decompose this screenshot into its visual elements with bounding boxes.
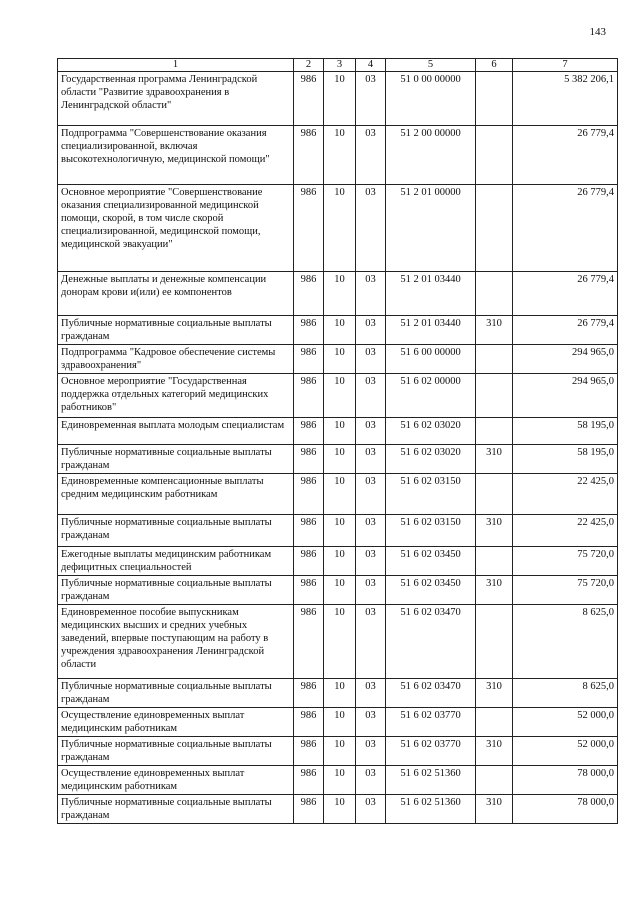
table-row (58, 547, 618, 576)
row-col-3: 10 (324, 576, 356, 605)
row-col-2: 986 (294, 766, 324, 795)
row-col-2: 986 (294, 605, 324, 679)
row-col-5: 51 6 02 03470 (386, 679, 476, 708)
header-col-6: 6 (476, 59, 513, 72)
row-col-5: 51 6 02 03150 (386, 474, 476, 515)
row-name: Публичные нормативные социальные выплаты гражданам (58, 576, 294, 605)
row-name: Государственная программа Ленинградской области "Развитие здравоохранения в Ленинградской области" (58, 72, 294, 126)
row-col-3: 10 (324, 345, 356, 374)
table-row (58, 126, 618, 185)
row-col-6: 310 (476, 795, 513, 824)
row-col-2: 986 (294, 679, 324, 708)
row-col-4: 03 (356, 185, 386, 272)
row-col-7: 52 000,0 (513, 737, 618, 766)
row-col-3: 10 (324, 418, 356, 445)
row-col-7: 8 625,0 (513, 605, 618, 679)
row-col-3: 10 (324, 766, 356, 795)
row-name: Публичные нормативные социальные выплаты гражданам (58, 316, 294, 345)
row-col-3: 10 (324, 185, 356, 272)
table-row (58, 474, 618, 515)
row-col-7: 58 195,0 (513, 418, 618, 445)
row-col-2: 986 (294, 737, 324, 766)
row-name: Публичные нормативные социальные выплаты гражданам (58, 795, 294, 824)
table-row (58, 795, 618, 824)
row-name: Единовременные компенсационные выплаты средним медицинским работникам (58, 474, 294, 515)
row-col-2: 986 (294, 418, 324, 445)
table-row (58, 272, 618, 316)
row-col-7: 52 000,0 (513, 708, 618, 737)
row-col-3: 10 (324, 272, 356, 316)
header-col-1: 1 (58, 59, 294, 72)
row-col-5: 51 6 02 03020 (386, 418, 476, 445)
row-col-3: 10 (324, 708, 356, 737)
row-col-4: 03 (356, 316, 386, 345)
row-col-6 (476, 766, 513, 795)
row-col-3: 10 (324, 316, 356, 345)
row-col-6 (476, 605, 513, 679)
row-col-5: 51 6 02 03770 (386, 737, 476, 766)
row-col-5: 51 0 00 00000 (386, 72, 476, 126)
row-name: Основное мероприятие "Совершенствование оказания специализированной медицинской помощи, скорой, в том числе скорой специализированной, медицинской помощи, медицинской эвакуации" (58, 185, 294, 272)
table-row (58, 185, 618, 272)
row-col-3: 10 (324, 72, 356, 126)
row-col-6 (476, 708, 513, 737)
row-col-7: 8 625,0 (513, 679, 618, 708)
table-row (58, 737, 618, 766)
row-col-6 (476, 272, 513, 316)
row-col-5: 51 6 02 03020 (386, 445, 476, 474)
row-col-5: 51 6 02 03450 (386, 576, 476, 605)
row-col-3: 10 (324, 515, 356, 547)
row-name: Публичные нормативные социальные выплаты гражданам (58, 445, 294, 474)
row-col-2: 986 (294, 708, 324, 737)
row-col-3: 10 (324, 445, 356, 474)
row-col-5: 51 2 01 00000 (386, 185, 476, 272)
table-row (58, 72, 618, 126)
row-col-6: 310 (476, 316, 513, 345)
row-col-2: 986 (294, 474, 324, 515)
table-row (58, 515, 618, 547)
row-col-4: 03 (356, 474, 386, 515)
row-col-7: 26 779,4 (513, 126, 618, 185)
row-col-6 (476, 345, 513, 374)
row-col-4: 03 (356, 374, 386, 418)
row-col-6 (476, 374, 513, 418)
table-row (58, 418, 618, 445)
row-col-6 (476, 418, 513, 445)
row-col-3: 10 (324, 374, 356, 418)
row-col-7: 5 382 206,1 (513, 72, 618, 126)
row-col-5: 51 6 02 03770 (386, 708, 476, 737)
row-col-2: 986 (294, 795, 324, 824)
table-row (58, 316, 618, 345)
row-col-3: 10 (324, 605, 356, 679)
row-col-4: 03 (356, 737, 386, 766)
table-row (58, 766, 618, 795)
row-col-3: 10 (324, 737, 356, 766)
row-col-5: 51 6 02 03470 (386, 605, 476, 679)
row-col-6: 310 (476, 445, 513, 474)
row-name: Публичные нормативные социальные выплаты гражданам (58, 515, 294, 547)
row-col-5: 51 2 01 03440 (386, 316, 476, 345)
table-row (58, 679, 618, 708)
row-col-7: 78 000,0 (513, 766, 618, 795)
table-row (58, 605, 618, 679)
row-col-5: 51 6 02 03450 (386, 547, 476, 576)
row-col-2: 986 (294, 316, 324, 345)
row-col-4: 03 (356, 708, 386, 737)
row-col-2: 986 (294, 576, 324, 605)
page-number: 143 (589, 26, 606, 38)
row-name: Осуществление единовременных выплат медицинским работникам (58, 766, 294, 795)
row-col-2: 986 (294, 272, 324, 316)
row-col-4: 03 (356, 126, 386, 185)
row-col-7: 75 720,0 (513, 576, 618, 605)
header-col-5: 5 (386, 59, 476, 72)
row-name: Ежегодные выплаты медицинским работникам дефицитных специальностей (58, 547, 294, 576)
row-name: Единовременное пособие выпускникам медицинских высших и средних учебных заведений, впервые поступающим на работу в учреждения здравоохранения Ленинградской области (58, 605, 294, 679)
row-col-2: 986 (294, 445, 324, 474)
row-col-7: 26 779,4 (513, 272, 618, 316)
row-col-7: 58 195,0 (513, 445, 618, 474)
row-col-4: 03 (356, 795, 386, 824)
row-col-4: 03 (356, 679, 386, 708)
header-col-3: 3 (324, 59, 356, 72)
row-col-5: 51 6 02 03150 (386, 515, 476, 547)
row-col-2: 986 (294, 126, 324, 185)
row-col-5: 51 2 01 03440 (386, 272, 476, 316)
row-col-7: 75 720,0 (513, 547, 618, 576)
row-col-3: 10 (324, 679, 356, 708)
row-col-5: 51 6 02 51360 (386, 795, 476, 824)
header-col-2: 2 (294, 59, 324, 72)
row-col-2: 986 (294, 547, 324, 576)
row-col-3: 10 (324, 474, 356, 515)
row-col-7: 294 965,0 (513, 345, 618, 374)
row-name: Публичные нормативные социальные выплаты гражданам (58, 679, 294, 708)
row-name: Подпрограмма "Совершенствование оказания специализированной, включая высокотехнологичную, медицинской помощи" (58, 126, 294, 185)
row-col-4: 03 (356, 445, 386, 474)
row-col-5: 51 6 02 51360 (386, 766, 476, 795)
row-col-5: 51 6 00 00000 (386, 345, 476, 374)
row-col-7: 294 965,0 (513, 374, 618, 418)
row-col-6 (476, 185, 513, 272)
row-col-6: 310 (476, 576, 513, 605)
row-col-2: 986 (294, 72, 324, 126)
header-col-7: 7 (513, 59, 618, 72)
header-col-4: 4 (356, 59, 386, 72)
row-col-4: 03 (356, 576, 386, 605)
row-col-6 (476, 72, 513, 126)
row-col-3: 10 (324, 126, 356, 185)
row-name: Подпрограмма "Кадровое обеспечение системы здравоохранения" (58, 345, 294, 374)
row-col-7: 22 425,0 (513, 515, 618, 547)
table-body (58, 72, 618, 824)
row-col-2: 986 (294, 345, 324, 374)
row-col-4: 03 (356, 345, 386, 374)
row-col-6: 310 (476, 679, 513, 708)
row-col-2: 986 (294, 185, 324, 272)
row-col-2: 986 (294, 374, 324, 418)
budget-table (57, 58, 618, 824)
row-col-5: 51 6 02 00000 (386, 374, 476, 418)
row-col-6: 310 (476, 737, 513, 766)
row-name: Единовременная выплата молодым специалистам (58, 418, 294, 445)
row-col-3: 10 (324, 547, 356, 576)
row-col-7: 22 425,0 (513, 474, 618, 515)
row-name: Денежные выплаты и денежные компенсации донорам крови и(или) ее компонентов (58, 272, 294, 316)
row-col-4: 03 (356, 766, 386, 795)
row-col-7: 78 000,0 (513, 795, 618, 824)
row-col-7: 26 779,4 (513, 185, 618, 272)
row-col-6 (476, 474, 513, 515)
table-row (58, 374, 618, 418)
row-col-4: 03 (356, 72, 386, 126)
row-col-3: 10 (324, 795, 356, 824)
row-col-6 (476, 547, 513, 576)
table-row (58, 445, 618, 474)
row-name: Осуществление единовременных выплат медицинским работникам (58, 708, 294, 737)
table-row (58, 708, 618, 737)
row-col-7: 26 779,4 (513, 316, 618, 345)
row-name: Основное мероприятие "Государственная поддержка отдельных категорий медицинских работников" (58, 374, 294, 418)
row-col-4: 03 (356, 547, 386, 576)
table-row (58, 345, 618, 374)
header-row (58, 59, 618, 72)
row-col-4: 03 (356, 418, 386, 445)
row-col-5: 51 2 00 00000 (386, 126, 476, 185)
row-col-4: 03 (356, 272, 386, 316)
table-row (58, 576, 618, 605)
row-name: Публичные нормативные социальные выплаты гражданам (58, 737, 294, 766)
row-col-4: 03 (356, 515, 386, 547)
row-col-6 (476, 126, 513, 185)
row-col-6: 310 (476, 515, 513, 547)
row-col-2: 986 (294, 515, 324, 547)
row-col-4: 03 (356, 605, 386, 679)
